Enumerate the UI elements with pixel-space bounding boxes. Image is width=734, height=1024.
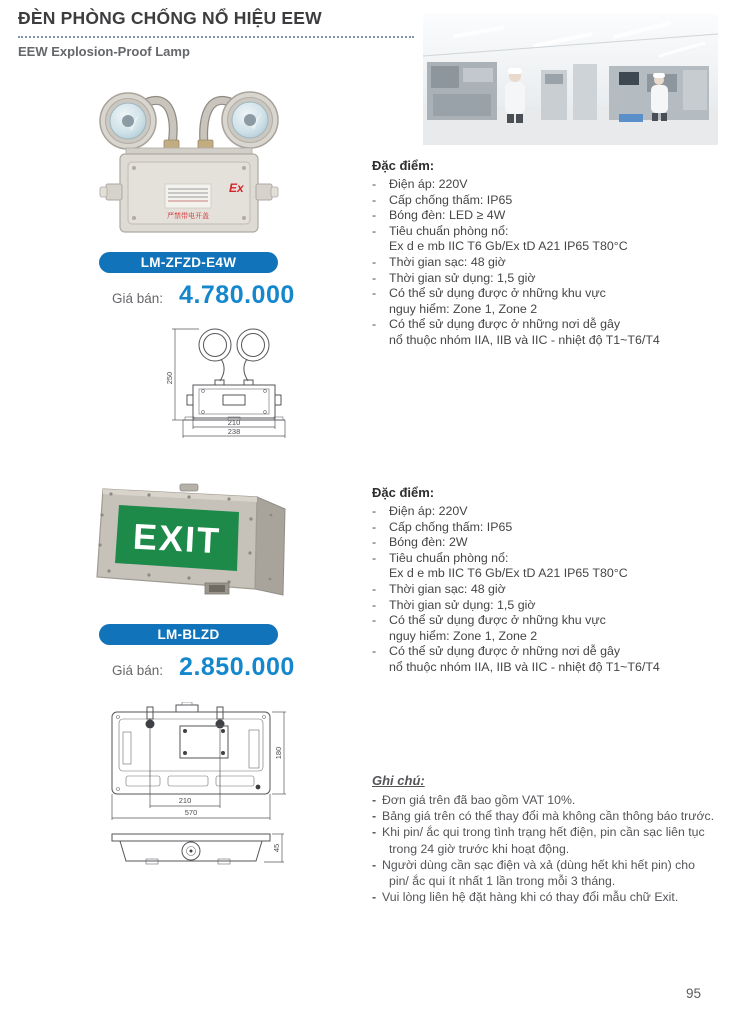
feature-item [372, 582, 728, 598]
feature-text: Bóng đèn: 2W [389, 535, 468, 550]
bullet-dash: - [372, 286, 377, 301]
feature-item [372, 286, 728, 317]
notes-title: Ghi chú: [372, 773, 425, 788]
bolt-left [146, 707, 155, 729]
bullet-dash: - [372, 613, 377, 628]
dimension-side-height [264, 834, 284, 862]
dimension-height [272, 712, 286, 794]
warning-text-cn: 严禁带电开盖 [167, 213, 209, 220]
feature-item [372, 193, 728, 209]
bullet-dash: - [372, 644, 377, 659]
feature-item [372, 208, 728, 224]
bullet-dash: - [372, 192, 377, 207]
notes-section [372, 773, 724, 905]
lamp-head-left [100, 93, 156, 149]
bullet-dash: - [372, 270, 377, 285]
feature-item [372, 177, 728, 193]
model-badge-lm-blzd: LM-BLZD [99, 624, 278, 645]
product-photo-twin-head-lamp [98, 88, 283, 238]
model-badge-lm-zfzd-e4w: LM-ZFZD-E4W [99, 252, 278, 273]
features-section-1 [372, 158, 728, 349]
feature-item [372, 613, 728, 644]
dim-label-570: 570 [184, 808, 198, 817]
note-text-line2: trong 24 giờ trước khi hoạt động. [389, 841, 570, 856]
flex-conduits [148, 100, 230, 149]
note-item [372, 857, 724, 889]
note-text-line2: pin/ ắc qui ít nhất 1 lần trong mỗi 3 tháng. [389, 874, 616, 889]
exit-sign-illustration [85, 483, 300, 618]
feature-text: Thời gian sạc: 48 giờ [389, 254, 506, 269]
feature-item [372, 598, 728, 614]
note-text: Đơn giá trên đã bao gồm VAT 10%. [382, 793, 576, 807]
bullet-dash: - [372, 597, 377, 612]
note-text: Khi pin/ ắc qui trong tình trạng hết điện, pin cần sạc liên tục [382, 825, 705, 840]
lamp-body-box [120, 148, 258, 232]
feature-text: Thời gian sạc: 48 giờ [389, 581, 506, 596]
lamp-head-right [222, 92, 278, 148]
exit-panel-text: EXIT [131, 515, 222, 562]
bullet-dash: - [372, 581, 377, 596]
top-mount-tab [180, 484, 198, 491]
feature-item [372, 644, 728, 675]
dim-label-210: 210 [178, 796, 192, 805]
dim-label-45: 45 [272, 843, 281, 853]
feature-text: Có thể sử dụng được ở những khu vực [389, 613, 606, 628]
price-value: 4.780.000 [179, 281, 295, 309]
features-list [372, 177, 728, 349]
feature-item [372, 551, 728, 582]
dim-label-238: 238 [227, 427, 241, 436]
feature-text: Điện áp: 220V [389, 177, 468, 191]
product-photo-exit-sign [85, 483, 300, 618]
bullet-dash: - [372, 825, 377, 840]
dim-label-250: 250 [165, 371, 174, 385]
bullet-dash: - [372, 550, 377, 565]
feature-text: Có thể sử dụng được ở những nơi dễ gây [389, 317, 621, 332]
side-view [112, 834, 270, 864]
dim-label-210: 210 [227, 418, 241, 427]
features-title: Đặc điểm: [372, 485, 435, 500]
feature-text-line2: nổ thuộc nhóm IIA, IIB và IIC - nhiệt độ T1~T6/T4 [389, 332, 660, 347]
title-divider [18, 36, 414, 38]
feature-text: Bóng đèn: LED ≥ 4W [389, 208, 506, 223]
price-label: Giá bán: [112, 663, 164, 678]
feature-text: Thời gian sử dụng: 1,5 giờ [389, 270, 536, 285]
feature-text: Có thể sử dụng được ở những nơi dễ gây [389, 644, 621, 659]
page-number: 95 [686, 986, 702, 1001]
bullet-dash: - [372, 535, 377, 550]
feature-text: Có thể sử dụng được ở những khu vực [389, 286, 606, 301]
page-title: ĐÈN PHÒNG CHỐNG NỔ HIỆU EEW [18, 8, 322, 28]
feature-text: Điện áp: 220V [389, 504, 468, 518]
exit-sign-drawing [98, 702, 313, 874]
features-list [372, 504, 728, 676]
feature-text: Cấp chống thấm: IP65 [389, 519, 513, 534]
bullet-dash: - [372, 793, 377, 807]
technical-drawing-exit-sign [98, 702, 313, 874]
ex-mark: Ex [229, 181, 244, 195]
twin-head-lamp-illustration [98, 88, 283, 238]
bullet-dash: - [372, 857, 377, 872]
bullet-dash: - [372, 890, 377, 905]
bullet-dash: - [372, 177, 377, 191]
price-label: Giá bán: [112, 291, 164, 306]
bullet-dash: - [372, 208, 377, 223]
bullet-dash: - [372, 504, 377, 518]
bullet-dash: - [372, 317, 377, 332]
feature-item [372, 535, 728, 551]
twin-lamp-drawing [163, 322, 293, 440]
bullet-dash: - [372, 519, 377, 534]
dim-label-180: 180 [274, 746, 283, 760]
note-item [372, 792, 724, 808]
note-item [372, 808, 724, 824]
dimension-height [165, 329, 199, 420]
feature-item [372, 271, 728, 287]
note-text: Người dùng cần sạc điện và xả (dùng hết khi hết pin) cho [382, 857, 695, 872]
note-item [372, 824, 724, 856]
note-item [372, 889, 724, 905]
features-section-2 [372, 485, 728, 676]
technical-drawing-twin-lamp [163, 322, 293, 440]
feature-text-line2: Ex d e mb IIC T6 Gb/Ex tD A21 IP65 T80°C [389, 566, 628, 581]
feature-item [372, 317, 728, 348]
bullet-dash: - [372, 223, 377, 238]
nameplate-label [165, 184, 211, 208]
dimension-bolt-span [150, 729, 220, 808]
price-row-2 [112, 653, 295, 682]
feature-text: Tiêu chuẩn phòng nổ: [389, 223, 509, 238]
feature-item [372, 520, 728, 536]
notes-list [372, 792, 724, 905]
feature-text: Tiêu chuẩn phòng nổ: [389, 550, 509, 565]
bullet-dash: - [372, 254, 377, 269]
feature-item [372, 255, 728, 271]
page-subtitle: EEW Explosion-Proof Lamp [18, 44, 190, 59]
factory-photo-illustration [423, 14, 718, 145]
feature-text-line2: Ex d e mb IIC T6 Gb/Ex tD A21 IP65 T80°C [389, 239, 628, 254]
note-text: Bảng giá trên có thể thay đổi mà không cần thông báo trước. [382, 809, 715, 824]
factory-photo [423, 14, 718, 145]
note-text: Vui lòng liên hệ đặt hàng khi có thay đổi mẫu chữ Exit. [382, 890, 679, 905]
feature-text-line2: nổ thuộc nhóm IIA, IIB và IIC - nhiệt độ T1~T6/T4 [389, 659, 660, 674]
bolt-right [216, 707, 225, 729]
price-row-1 [112, 281, 295, 310]
feature-text-line2: nguy hiểm: Zone 1, Zone 2 [389, 301, 538, 316]
feature-item [372, 504, 728, 520]
feature-item [372, 224, 728, 255]
bullet-dash: - [372, 809, 377, 824]
features-title: Đặc điểm: [372, 158, 435, 173]
price-value: 2.850.000 [179, 653, 295, 681]
feature-text-line2: nguy hiểm: Zone 1, Zone 2 [389, 628, 538, 643]
feature-text: Cấp chống thấm: IP65 [389, 192, 513, 207]
bottom-connector-slot [209, 585, 225, 592]
feature-text: Thời gian sử dụng: 1,5 giờ [389, 597, 536, 612]
